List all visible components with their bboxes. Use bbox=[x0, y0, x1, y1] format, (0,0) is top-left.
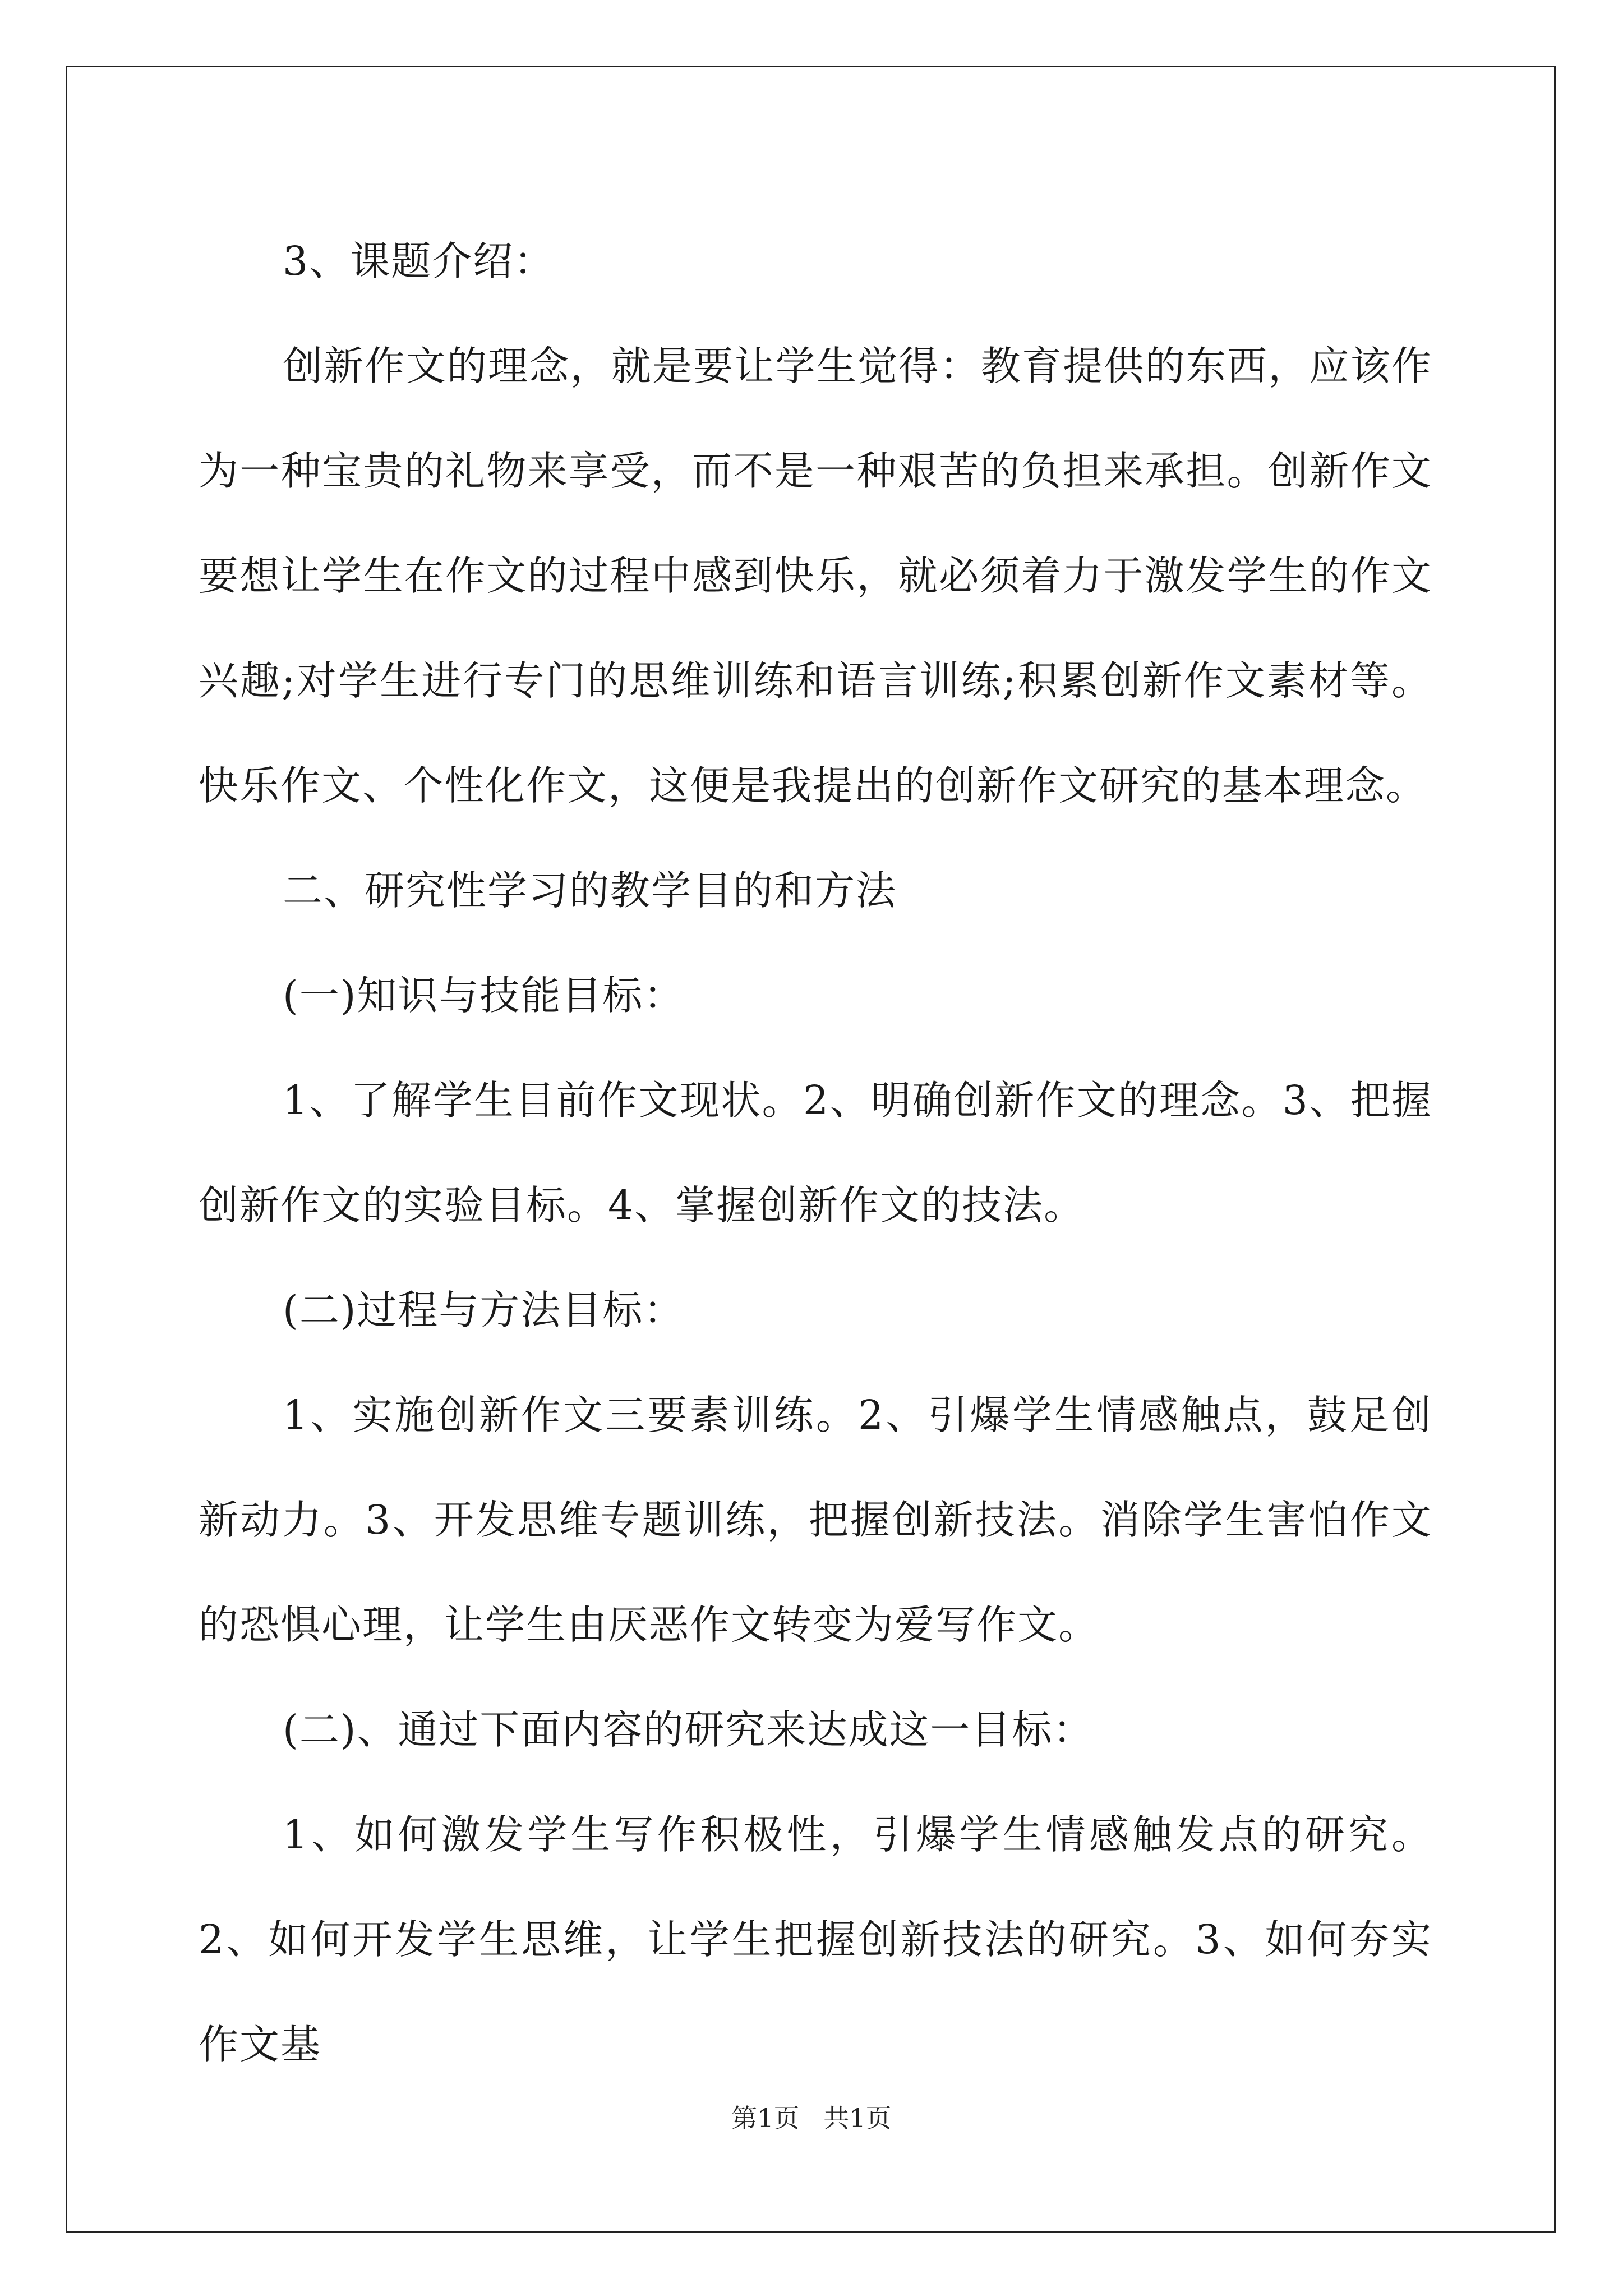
paragraph-knowledge-skills-heading: (一)知识与技能目标： bbox=[283, 972, 685, 1019]
page-number: 第1页 bbox=[731, 2103, 800, 2133]
paragraph-process-method-items: 1、实施创新作文三要素训练。2、引爆学生情感触点，鼓足创新动力。3、开发思维专题训练，把握创新技法。消除学生害怕作文的恐惧心理，让学生由厌恶作文转变为爱写作文。 bbox=[199, 1392, 1432, 1648]
paragraph-knowledge-skills-items: 1、了解学生目前作文现状。2、明确创新作文的理念。3、把握创新作文的实验目标。4、掌握创新作文的技法。 bbox=[199, 1077, 1432, 1228]
page-total: 共1页 bbox=[823, 2103, 892, 2133]
document-body bbox=[199, 209, 1432, 2097]
paragraph-process-method-heading: (二)过程与方法目标： bbox=[283, 1287, 685, 1333]
page-footer bbox=[0, 2098, 1623, 2135]
paragraph-section-two-heading: 二、研究性学习的教学目的和方法 bbox=[283, 867, 897, 914]
paragraph-topic-intro-heading: 3、课题介绍： bbox=[283, 238, 555, 284]
paragraph-innovation-concept: 创新作文的理念，就是要让学生觉得：教育提供的东西，应该作为一种宝贵的礼物来享受，而不是一种艰苦的负担来承担。创新作文要想让学生在作文的过程中感到快乐，就必须着力于激发学生的作文兴趣;对学生进行专门的思维训练和语言训练;积累创新作文素材等。快乐作文、个性化作文，这便是我提出的创新作文研究的基本理念。 bbox=[199, 343, 1432, 809]
paragraph-research-goal-heading: (二)、通过下面内容的研究来达成这一目标： bbox=[283, 1706, 1094, 1753]
paragraph-research-items: 1、如何激发学生写作积极性，引爆学生情感触发点的研究。2、如何开发学生思维，让学生把握创新技法的研究。3、如何夯实作文基 bbox=[199, 1811, 1432, 2068]
